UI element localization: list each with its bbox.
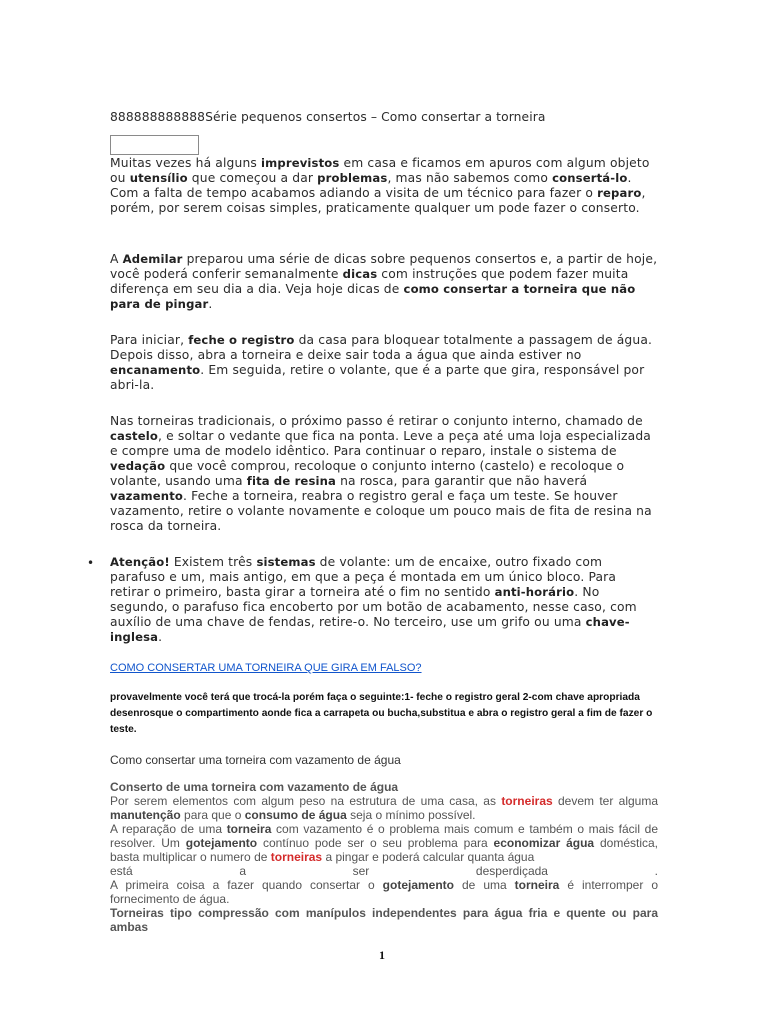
word: está [110, 864, 133, 878]
text: que começou a dar [187, 171, 318, 185]
section-subheading: Como consertar uma torneira com vazamento de água [110, 753, 401, 767]
keyword: feche o registro [188, 333, 295, 347]
text: doméstica, basta multiplicar o numero de [110, 836, 659, 864]
paragraph-intro [110, 156, 658, 216]
keyword: gotejamento [185, 836, 258, 850]
text: a pingar e poderá calcular quanta água [322, 850, 535, 864]
text: com vazamento é o problema mais comum e também o mais fácil de resolver. Um [110, 822, 659, 850]
text: contínuo pode ser o seu problema para [257, 836, 494, 850]
keyword: como consertar a torneira que não para de pingar [110, 282, 636, 311]
text: Muitas vezes há alguns [110, 156, 262, 170]
keyword: sistemas [256, 555, 316, 569]
keyword: torneira [514, 878, 560, 892]
keyword: vedação [110, 459, 166, 473]
keyword: imprevistos [261, 156, 340, 170]
keyword: Atenção! [110, 555, 170, 569]
text-field-box[interactable] [110, 135, 199, 155]
text: . Feche a torneira, reabra o registro geral e faça um teste. Se houver vazamento, retire o volante novamente e coloque um pouco mais de fita de resina na rosca da torneira. [110, 489, 652, 533]
word: ser [352, 864, 370, 878]
text: com instruções que podem fazer muita diferença em seu dia a dia. Veja hoje dicas de [110, 267, 629, 296]
text: . No segundo, o parafuso fica encoberto por um botão de acabamento, nesse caso, com auxílio de uma chave de fendas, retire-o. No terceiro, use um grifo ou uma [110, 585, 637, 629]
text: Para iniciar, [110, 333, 189, 347]
word: desperdiçada [475, 864, 548, 878]
keyword: consertá-lo [552, 171, 628, 185]
heading-text: Conserto de uma torneira com vazamento de água [110, 780, 399, 794]
faq-link[interactable]: COMO CONSERTAR UMA TORNEIRA QUE GIRA EM FALSO? [110, 662, 422, 674]
text: para que o [180, 808, 245, 822]
keyword: utensílio [129, 171, 188, 185]
page-number: 1 [379, 948, 385, 962]
section-para-2-last-line [110, 864, 658, 878]
section-para-2 [110, 822, 658, 864]
keyword: chave-inglesa [110, 615, 630, 644]
heading-text: Torneiras tipo compressão com manípulos independentes para água fria e quente ou para ambas [110, 906, 658, 934]
text: Existem três [169, 555, 257, 569]
paragraph-start [110, 333, 658, 393]
faq-answer: provavelmente você terá que trocá-la porém faça o seguinte:1- feche o registro geral 2-com chave apropriada desenrosque o compartimento aonde fica a carrapeta ou bucha,substitua e abra o registro geral a fim de fazer o teste. [110, 692, 653, 735]
paragraph-ademilar [110, 252, 658, 312]
text: é interromper o fornecimento de água. [110, 878, 658, 906]
text: que você comprou, recoloque o conjunto interno (castelo) e recoloque o volante, usando uma [110, 459, 625, 488]
keyword: reparo [597, 186, 642, 200]
text: de uma [454, 878, 515, 892]
keyword: encanamento [110, 363, 201, 377]
keyword: dicas [342, 267, 378, 281]
keyword: torneira [226, 822, 272, 836]
bullet-attention [110, 555, 658, 645]
text: A primeira coisa a fazer quando consertar o [110, 878, 383, 892]
text: preparou uma série de dicas sobre pequenos consertos e, a partir de hoje, você poderá conferir semanalmente [110, 252, 658, 281]
highlight: torneiras [501, 794, 553, 808]
text: , porém, por serem coisas simples, praticamente qualquer um pode fazer o conserto. [110, 186, 646, 215]
section-heading [110, 780, 658, 794]
text: , e soltar o vedante que fica na ponta. Leve a peça até uma loja especializada e compre uma de modelo idêntico. Para continuar o reparo, instale o sistema de [110, 429, 651, 458]
text: Nas torneiras tradicionais, o próximo passo é retirar o conjunto interno, chamado de [110, 414, 643, 428]
text: . Com a falta de tempo acabamos adiando a visita de um técnico para fazer o [110, 171, 632, 200]
highlight: torneiras [270, 850, 323, 864]
text: . [158, 630, 163, 644]
section-para-4 [110, 906, 658, 934]
section-para-3 [110, 878, 658, 906]
paragraph-traditional [110, 414, 658, 534]
text: . Em seguida, retire o volante, que é a parte que gira, responsável por abri-la. [110, 363, 645, 392]
text: da casa para bloquear totalmente a passagem de água. Depois disso, abra a torneira e deixe sair toda a água que ainda estiver no [110, 333, 653, 362]
text: seja o mínimo possível. [346, 808, 476, 822]
keyword: manutenção [110, 808, 181, 822]
keyword: Ademilar [122, 252, 183, 266]
text: A [110, 252, 123, 266]
keyword: gotejamento [382, 878, 454, 892]
keyword: castelo [110, 429, 158, 443]
document-title: 888888888888Série pequenos consertos – Como consertar a torneira [110, 110, 546, 124]
word: . [654, 864, 658, 878]
text: Por serem elementos com algum peso na estrutura de uma casa, as [110, 794, 502, 808]
section-para-1 [110, 794, 658, 822]
keyword: vazamento [110, 489, 184, 503]
keyword: anti-horário [494, 585, 575, 599]
text: A reparação de uma [110, 822, 227, 836]
text: devem ter alguma [552, 794, 658, 808]
keyword: consumo de água [244, 808, 347, 822]
text: de volante: um de encaixe, outro fixado com parafuso e um, mais antigo, em que a peça é montada em um único bloco. Para retirar o primeiro, basta girar a torneira até o fim no sentido [110, 555, 617, 599]
word: a [239, 864, 246, 878]
text: na rosca, para garantir que não haverá [336, 474, 588, 488]
text: . [208, 297, 213, 311]
keyword: fita de resina [246, 474, 337, 488]
keyword: economizar água [493, 836, 595, 850]
text: , mas não sabemos como [387, 171, 553, 185]
bullet-icon: • [87, 556, 95, 570]
text: em casa e ficamos em apuros com algum objeto ou [110, 156, 650, 185]
keyword: problemas [317, 171, 388, 185]
